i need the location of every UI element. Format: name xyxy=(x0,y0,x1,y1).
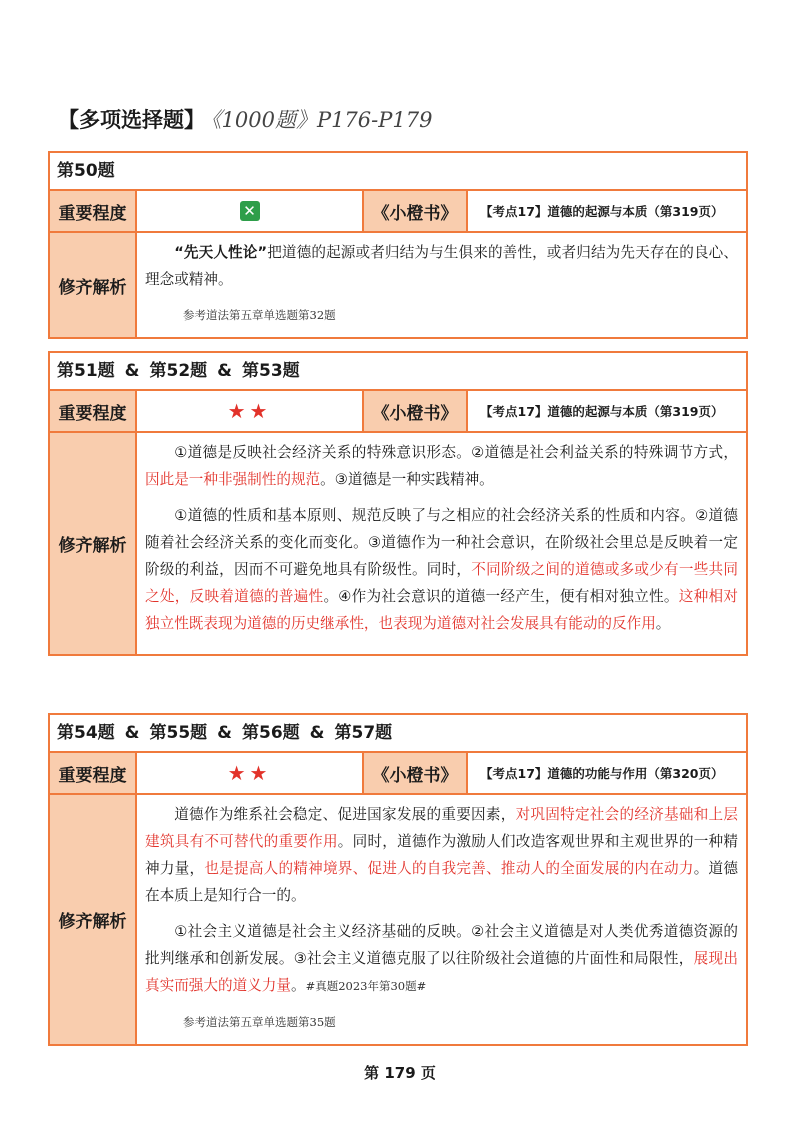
book-label: 《小橙书》 xyxy=(364,753,468,793)
importance-row xyxy=(50,191,746,233)
highlighted-text: 也是提高人的精神境界、促进人的自我完善、推动人的全面发展的内在动力 xyxy=(204,860,694,877)
highlighted-text: 不同阶级之间的道德或多或少有一些共同之处，反映着道德的普遍性 xyxy=(145,561,738,605)
analysis-row xyxy=(50,795,746,1044)
text-segment: ①社会主义道德是社会主义经济基础的反映。②社会主义道德是对人类优秀道德资源的批判继承和创新发展。③社会主义道德克服了以往阶级社会道德的片面性和局限性， xyxy=(145,923,738,967)
question-number: 第50题 xyxy=(57,161,115,181)
exam-point: 【考点17】道德的起源与本质（第319页） xyxy=(480,204,724,219)
text-segment: 。 xyxy=(655,615,671,632)
analysis-paragraph xyxy=(145,439,738,493)
ampersand: & xyxy=(217,723,232,743)
highlighted-text: 对巩固特定社会的经济基础和上层建筑具有不可替代的重要作用 xyxy=(145,806,738,850)
exam-point: 【考点17】道德的功能与作用（第320页） xyxy=(480,766,724,781)
page-header xyxy=(58,104,432,134)
question-number: 第56题 xyxy=(242,723,300,743)
question-number: 第55题 xyxy=(149,723,208,743)
text-segment: 。道德在本质上是知行合一的。 xyxy=(145,860,738,904)
text-segment: ①道德是反映社会经济关系的特殊意识形态。②道德是社会利益关系的特殊调节方式， xyxy=(174,444,738,461)
importance-rating xyxy=(137,191,364,231)
analysis-label: 修齐解析 xyxy=(50,433,137,654)
importance-row xyxy=(50,753,746,795)
text-segment: 。④作为社会意识的道德一经产生，便有相对独立性。 xyxy=(323,588,679,605)
importance-label: 重要程度 xyxy=(50,191,137,231)
analysis-label: 修齐解析 xyxy=(50,795,137,1044)
book-label: 《小橙书》 xyxy=(364,191,468,231)
exam-point: 【考点17】道德的起源与本质（第319页） xyxy=(480,404,724,419)
star-rating: ★★ xyxy=(227,399,272,423)
analysis-paragraph xyxy=(145,502,738,637)
importance-label: 重要程度 xyxy=(50,391,137,431)
question-number: 第53题 xyxy=(242,361,300,381)
text-segment: 道德作为维系社会稳定、促进国家发展的重要因素， xyxy=(174,806,516,823)
text-segment: “先天人性论” xyxy=(174,244,268,261)
exam-reference: #真题2023年第30题# xyxy=(305,979,427,993)
source-reference: 《1000题》P176-P179 xyxy=(211,108,433,132)
text-segment: 把道德的起源或者归结为与生俱来的善性，或者归结为先天存在的良心、理念或精神。 xyxy=(145,244,738,288)
importance-row xyxy=(50,391,746,433)
question-number: 第52题 xyxy=(149,361,208,381)
analysis-paragraph xyxy=(145,918,738,1000)
text-segment: ①道德的性质和基本原则、规范反映了与之相应的社会经济关系的性质和内容。②道德随着社会经济关系的变化而变化。③道德作为一种社会意识，在阶级社会里总是反映着一定阶级的利益，因而不可避免地具有阶级性。同时， xyxy=(145,507,738,578)
x-mark-icon: ✕ xyxy=(240,201,260,221)
star-rating: ★★ xyxy=(227,761,272,785)
analysis-content xyxy=(137,233,746,337)
highlighted-text: 展现出真实而强大的道义力量 xyxy=(145,950,738,994)
text-segment: 。同时，道德作为激励人们改造客观世界和主观世界的一种精神力量， xyxy=(145,833,738,877)
analysis-label: 修齐解析 xyxy=(50,233,137,337)
reference-note: 参考道法第五章单选题第35题 xyxy=(183,1015,336,1029)
highlighted-text: 这种相对独立性既表现为道德的历史继承性，也表现为道德对社会发展具有能动的反作用 xyxy=(145,588,738,632)
highlighted-text: 因此是一种非强制性的规范 xyxy=(145,471,321,488)
question-card-50 xyxy=(48,151,748,339)
ampersand: & xyxy=(217,361,232,381)
book-label: 《小橙书》 xyxy=(364,391,468,431)
analysis-paragraph xyxy=(145,801,738,909)
question-card-51-53 xyxy=(48,351,748,656)
question-card-54-57 xyxy=(48,713,748,1046)
importance-rating xyxy=(137,391,364,431)
analysis-content xyxy=(137,433,746,654)
ampersand: & xyxy=(124,723,140,743)
question-number: 第54题 xyxy=(57,723,115,743)
ampersand: & xyxy=(309,723,325,743)
text-segment: 。③道德是一种实践精神。 xyxy=(320,471,494,488)
analysis-paragraph xyxy=(145,239,738,293)
importance-label: 重要程度 xyxy=(50,753,137,793)
question-number: 第57题 xyxy=(334,723,393,743)
importance-rating xyxy=(137,753,364,793)
page-number: 第 179 页 xyxy=(364,1064,436,1082)
text-segment: 。 xyxy=(290,977,306,994)
analysis-content xyxy=(137,795,746,1044)
reference-note: 参考道法第五章单选题第32题 xyxy=(183,308,336,322)
ampersand: & xyxy=(124,361,140,381)
question-number: 第51题 xyxy=(57,361,115,381)
section-title: 【多项选择题】 xyxy=(58,108,205,132)
card-title xyxy=(50,353,746,391)
analysis-row xyxy=(50,233,746,337)
card-title xyxy=(50,153,746,191)
analysis-row xyxy=(50,433,746,654)
card-title xyxy=(50,715,746,753)
